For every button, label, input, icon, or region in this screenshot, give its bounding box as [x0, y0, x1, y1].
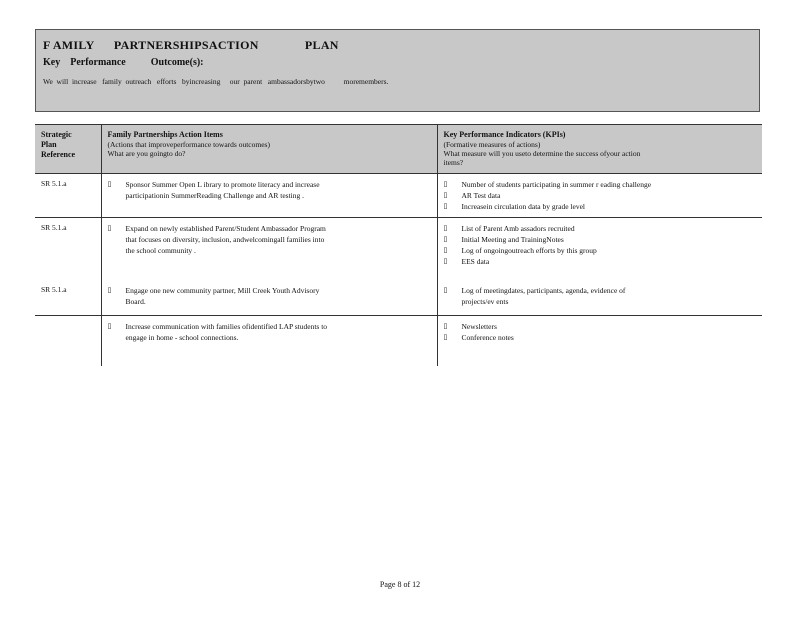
action-items-cell: [101, 174, 437, 218]
list-item-text: List of Parent Amb assadors recruited: [461, 224, 575, 233]
column-title-line: Family Partnerships Action Items: [107, 130, 223, 139]
bullet-icon: ▯: [443, 322, 448, 330]
plan-reference-cell: SR 5.1.a: [35, 280, 101, 316]
list-item-text: that focuses on diversity, inclusion, andwelcomingall families into: [125, 235, 325, 244]
list-item: [444, 190, 757, 201]
list-item: [444, 234, 757, 245]
bullet-icon: ▯: [443, 180, 448, 188]
list-item: [108, 245, 431, 256]
column-header-action-items: [101, 125, 437, 174]
document-title: F AMILY PARTNERSHIPSACTION PLAN: [43, 38, 339, 52]
list-item-text: Sponsor Summer Open L ibrary to promote literacy and increase: [125, 180, 320, 189]
kpi-cell: [437, 280, 762, 316]
plan-reference-cell: SR 5.1.a: [35, 218, 101, 280]
bullet-icon: ▯: [443, 224, 448, 232]
list-item: [444, 321, 757, 332]
list-item-text: Engage one new community partner, Mill Creek Youth Advisory: [125, 285, 320, 295]
action-items-cell: [101, 218, 437, 280]
bullet-icon: ▯: [443, 246, 448, 254]
list-item-text: projects/ev ents: [461, 296, 509, 306]
list-item-text: Number of students participating in summer r eading challenge: [461, 180, 652, 189]
plan-reference-cell: SR 5.1.a: [35, 174, 101, 218]
list-item-text: Conference notes: [461, 333, 514, 342]
kpi-cell: [437, 316, 762, 366]
list-item-text: the school community .: [125, 246, 196, 255]
list-item: [108, 285, 431, 296]
table-row: [35, 280, 762, 316]
list-item-text: Newsletters: [461, 322, 497, 331]
list-item: [444, 223, 757, 234]
list-item: [444, 201, 757, 212]
column-title-line: Plan: [41, 140, 57, 149]
list-item: [108, 321, 431, 332]
bullet-icon: ▯: [443, 202, 448, 210]
list-item: [108, 190, 431, 201]
list-item: [108, 179, 431, 190]
list-item-text: Increasein circulation data by grade level: [461, 202, 585, 211]
bullet-icon: [108, 234, 126, 245]
list-item-text: Board.: [125, 296, 146, 306]
column-subtitle-line: What measure will you useto determine the success ofyour action: [443, 149, 641, 158]
list-item: [444, 296, 757, 307]
bullet-icon: ▯: [107, 224, 112, 232]
bullet-icon: ▯: [443, 235, 448, 243]
column-subtitle-line: (Actions that improveperformance towards outcomes): [107, 140, 270, 149]
table-header-row: [35, 125, 762, 174]
action-plan-table: [35, 124, 762, 366]
table-row: [35, 174, 762, 218]
column-header-kpis: [437, 125, 762, 174]
key-performance-outcome-text: We will increase family outreach efforts byincreasing our parent ambassadorsbytwo moremembers.: [43, 77, 389, 86]
list-item-text: Increase communication with families ofidentified LAP students to: [125, 322, 328, 331]
list-item: [444, 245, 757, 256]
bullet-icon: ▯: [107, 180, 112, 188]
list-item-text: Expand on newly established Parent/Student Ambassador Program: [125, 224, 326, 233]
column-title-line: Reference: [41, 150, 76, 159]
list-item-text: Initial Meeting and TrainingNotes: [461, 235, 564, 244]
column-subtitle-line: (Formative measures of actions): [443, 140, 541, 149]
column-subtitle-line: What are you goingto do?: [107, 149, 186, 158]
table-body: [35, 174, 762, 366]
list-item-text: participationin SummerReading Challenge and AR testing .: [125, 191, 305, 200]
action-items-cell: [101, 280, 437, 316]
bullet-icon: ▯: [443, 191, 448, 199]
list-item: [444, 332, 757, 343]
plan-reference-cell: [35, 316, 101, 366]
bullet-icon: [108, 190, 126, 201]
key-performance-outcome-label: Key Performance Outcome(s):: [43, 57, 204, 68]
list-item: [108, 296, 431, 307]
kpi-cell: [437, 174, 762, 218]
bullet-icon: [444, 296, 462, 307]
list-item-text: EES data: [461, 257, 490, 266]
table-row: [35, 316, 762, 366]
column-title-line: Key Performance Indicators (KPIs): [443, 130, 566, 139]
column-title-line: Strategic: [41, 130, 72, 139]
bullet-icon: ▯: [107, 322, 112, 330]
bullet-icon: [108, 332, 126, 343]
list-item: [108, 332, 431, 343]
list-item: [108, 223, 431, 234]
bullet-icon: ▯: [443, 285, 448, 294]
list-item: [444, 256, 757, 267]
bullet-icon: ▯: [107, 285, 112, 294]
list-item: [444, 285, 757, 296]
list-item-text: engage in home - school connections.: [125, 333, 239, 342]
column-header-reference: [35, 125, 101, 174]
plan-header: [35, 29, 760, 112]
list-item: [108, 234, 431, 245]
bullet-icon: ▯: [443, 333, 448, 341]
bullet-icon: ▯: [443, 257, 448, 265]
table-row: [35, 218, 762, 280]
column-subtitle-line: items?: [443, 158, 464, 167]
bullet-icon: [108, 245, 126, 256]
list-item-text: Log of meetingdates, participants, agenda, evidence of: [461, 285, 626, 295]
bullet-icon: [108, 296, 126, 307]
list-item-text: AR Test data: [461, 191, 501, 200]
list-item-text: Log of ongoingoutreach efforts by this group: [461, 246, 597, 255]
page-number: Page 8 of 12: [379, 580, 421, 589]
action-items-cell: [101, 316, 437, 366]
list-item: [444, 179, 757, 190]
kpi-cell: [437, 218, 762, 280]
